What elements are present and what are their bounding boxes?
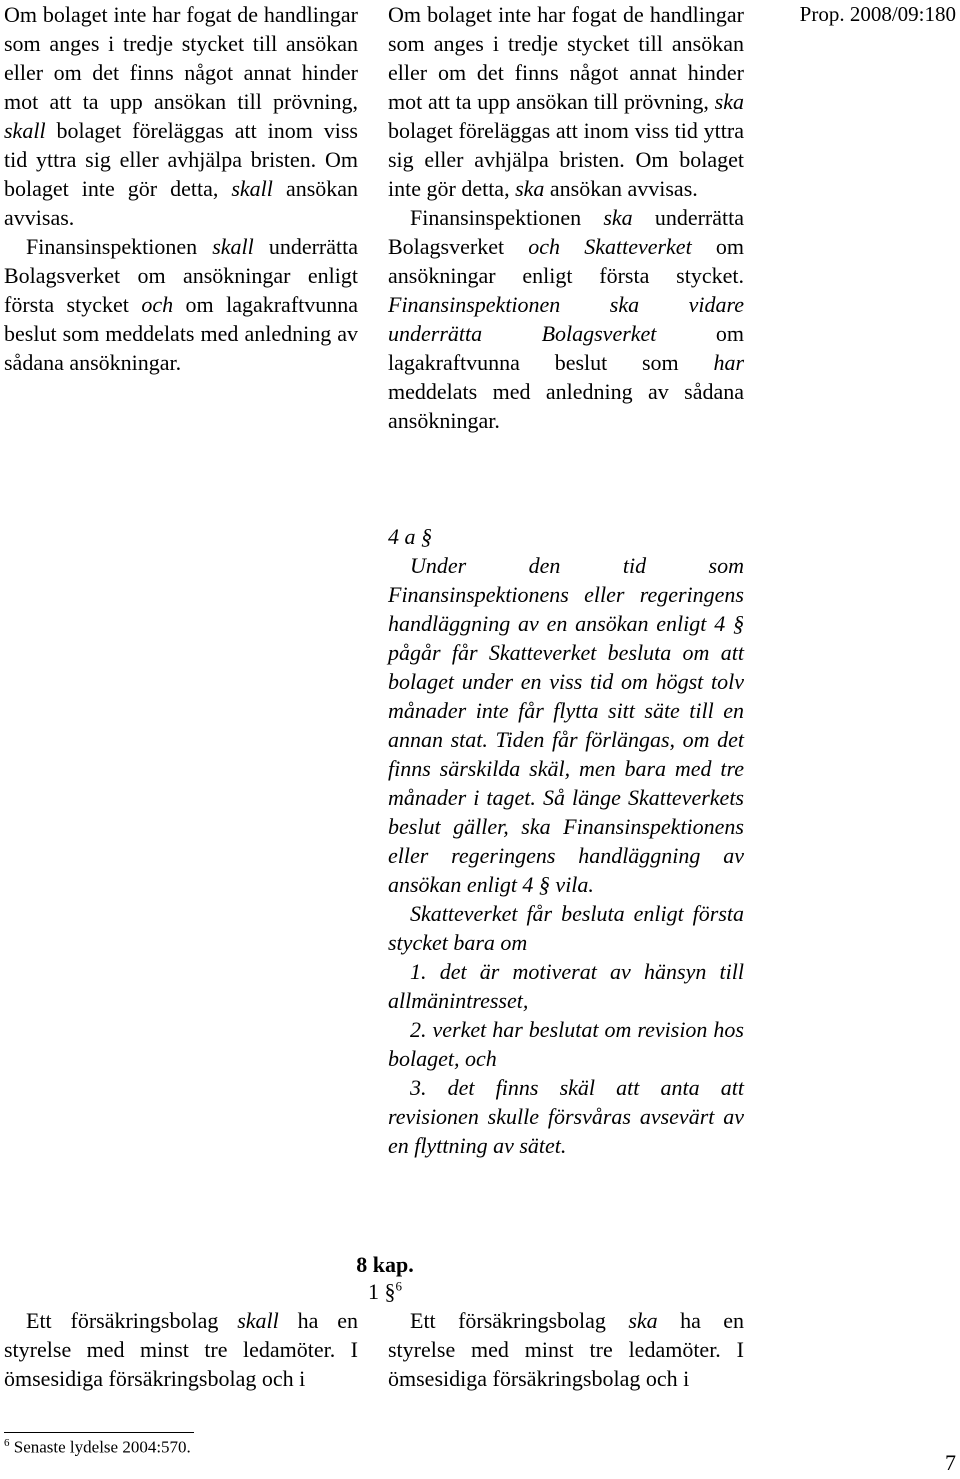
text-run: Ett försäkringsbolag [26,1308,219,1333]
italic-text: ska [714,89,744,114]
footnote-reference: 6 [395,1278,402,1294]
italic-text: och Skatteverket [528,234,692,259]
list-item: 2. verket har beslutat om revision hos bolaget, och [388,1017,744,1071]
text-run: ha en styrelse med minst tre ledamöter. I ömsesidiga försäkringsbolag och i [388,1308,744,1391]
italic-text: ska [515,176,545,201]
text-run: om ansökningar enligt första stycket. [388,234,744,288]
text-run: Finansinspektionen [410,205,582,230]
paragraph [4,232,358,377]
list-item: 1. det är motiverat av hänsyn till allmänintresset, [388,959,744,1013]
footnote-number: 6 [4,1437,10,1449]
text-run: underrätta Bolagsverket om ansökningar enligt första stycket [4,234,358,317]
text-run: ansökan avvisas. [549,176,698,201]
paragraph: Skatteverket får besluta enligt första stycket bara om [388,901,744,955]
italic-text: ska [628,1308,658,1333]
paragraph [388,203,744,435]
italic-text: har [713,350,744,375]
section-heading: 4 a § [388,524,432,549]
text-run: underrätta Bolagsverket [388,205,745,259]
italic-text: och [141,292,174,317]
paragraph [388,1306,744,1393]
text-run: Om bolaget inte har fogat de handlingar som anges i tredje stycket till ansökan eller om det finns något annat hinder mot att ta upp ansökan till prövning, [4,2,358,114]
italic-text: skall [237,1308,279,1333]
paragraph [4,0,358,232]
text-run: om lagakraftvunna beslut som meddelats med anledning av sådana ansökningar. [4,292,359,375]
italic-text: Finansinspektionen ska vidare underrätta Bolagsverket [388,292,744,346]
paragraph [4,1306,358,1393]
proposition-reference: Prop. 2008/09:180 [799,2,956,26]
italic-text: skall [231,176,273,201]
text-run: meddelats med anledning av sådana ansökningar. [388,379,744,433]
paragraph [388,0,744,203]
text-run: ha en styrelse med minst tre ledamöter. I ömsesidiga försäkringsbolag och i [4,1308,358,1391]
left-column-current-text [4,0,358,377]
text-run: ansökan avvisas. [4,176,359,230]
italic-text: ska [603,205,633,230]
chapter-heading: 8 kap. [356,1252,414,1277]
paragraph-sign: 1 § [368,1279,396,1304]
footnote [4,1429,191,1462]
paragraph-number [340,1277,430,1306]
italic-text: skall [212,234,254,259]
list-item: 3. det finns skäl att anta att revisionen skulle försvåras avsevärt av en flyttning av sätet. [388,1075,744,1158]
footnote-text: Senaste lydelse 2004:570. [13,1437,191,1457]
page-number: 7 [945,1450,956,1475]
section-4a [388,522,744,1160]
right-column-proposed-text-chapter8 [388,1306,744,1393]
text-run: bolaget föreläggas att inom viss tid yttra sig eller avhjälpa bristen. Om bolaget inte gör detta, [388,118,744,201]
italic-text: skall [4,118,46,143]
right-column-proposed-text [388,0,744,435]
text-run: bolaget föreläggas att inom viss tid yttra sig eller avhjälpa bristen. Om bolaget inte gör detta, [4,118,358,201]
text-run: Finansinspektionen [26,234,198,259]
left-column-current-text-chapter8 [4,1306,358,1393]
text-run: om lagakraftvunna beslut som [388,321,744,375]
paragraph: Under den tid som Finansinspektionens eller regeringens handläggning av en ansökan enligt 4 § pågår får Skatteverket besluta om att bolaget under en viss tid om högst tolv månader inte får flytta sitt säte till en annan stat. Tiden får förlängas, om det finns särskilda skäl, men bara med tre månader i taget. Så länge Skatteverkets beslut gäller, ska Finansinspektionens eller regeringens handläggning av ansökan enligt 4 § vila. [388,553,744,897]
text-run: Ett försäkringsbolag [410,1308,606,1333]
text-run: Om bolaget inte har fogat de handlingar som anges i tredje stycket till ansökan eller om det finns något annat hinder mot att ta upp ansökan till prövning, [388,2,744,114]
